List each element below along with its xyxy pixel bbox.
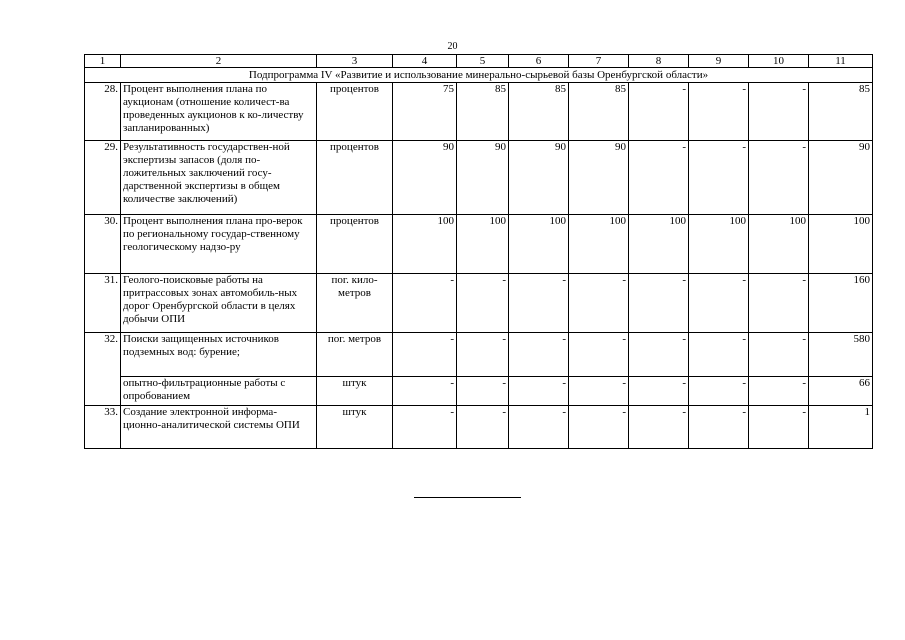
value-cell: - — [509, 377, 569, 406]
indicator-name: Создание электронной информа-ционно-аналитической системы ОПИ — [121, 406, 317, 449]
value-cell: - — [569, 406, 629, 449]
value-cell: - — [457, 333, 509, 377]
value-cell: - — [629, 83, 689, 141]
value-cell: - — [689, 274, 749, 333]
row-number: 29. — [85, 141, 121, 215]
value-cell: - — [689, 406, 749, 449]
value-cell: 100 — [749, 215, 809, 274]
table-row — [85, 406, 873, 449]
unit: процентов — [317, 141, 393, 215]
value-cell: - — [749, 377, 809, 406]
value-cell: - — [393, 406, 457, 449]
value-cell: 1 — [809, 406, 873, 449]
column-header: 1 — [85, 55, 121, 68]
page-number: 20 — [447, 41, 458, 52]
subprogram-title: Подпрограмма IV «Развитие и использование минерально-сырьевой базы Оренбургской области» — [85, 68, 873, 83]
value-cell: - — [749, 83, 809, 141]
value-cell: - — [509, 406, 569, 449]
row-number: 31. — [85, 274, 121, 333]
value-cell: - — [689, 333, 749, 377]
value-cell: - — [749, 406, 809, 449]
value-cell: - — [393, 274, 457, 333]
value-cell: 100 — [629, 215, 689, 274]
value-cell: - — [629, 406, 689, 449]
column-number-row — [85, 55, 873, 68]
value-cell: 100 — [393, 215, 457, 274]
value-cell: 90 — [809, 141, 873, 215]
row-number: 32. — [85, 333, 121, 406]
column-header: 4 — [393, 55, 457, 68]
value-cell: - — [629, 377, 689, 406]
unit: штук — [317, 406, 393, 449]
value-cell: 90 — [569, 141, 629, 215]
value-cell: - — [457, 377, 509, 406]
value-cell: - — [393, 333, 457, 377]
value-cell: 90 — [509, 141, 569, 215]
unit: пог. метров — [317, 333, 393, 377]
value-cell: 580 — [809, 333, 873, 377]
value-cell: 85 — [457, 83, 509, 141]
table-row — [85, 274, 873, 333]
value-cell: 100 — [457, 215, 509, 274]
indicator-name: Поиски защищенных источников подземных вод: бурение; — [121, 333, 317, 377]
unit: штук — [317, 377, 393, 406]
value-cell: - — [457, 406, 509, 449]
column-header: 6 — [509, 55, 569, 68]
table-row — [85, 377, 873, 406]
value-cell: 85 — [809, 83, 873, 141]
column-header: 5 — [457, 55, 509, 68]
column-header: 8 — [629, 55, 689, 68]
value-cell: - — [749, 141, 809, 215]
value-cell: 100 — [809, 215, 873, 274]
value-cell: 100 — [569, 215, 629, 274]
row-number: 30. — [85, 215, 121, 274]
value-cell: - — [689, 141, 749, 215]
table-row — [85, 83, 873, 141]
value-cell: 90 — [393, 141, 457, 215]
row-number: 33. — [85, 406, 121, 449]
table-row — [85, 141, 873, 215]
indicator-name: Результативность государствен-ной экспертизы запасов (доля по-ложительных заключений госу-дарственной экспертизы в общем количестве заключений) — [121, 141, 317, 215]
indicator-name: Процент выполнения плана про-верок по региональному государ-ственному геологическому надзо-ру — [121, 215, 317, 274]
value-cell: 100 — [509, 215, 569, 274]
value-cell: - — [457, 274, 509, 333]
column-header: 11 — [809, 55, 873, 68]
subprogram-row — [85, 68, 873, 83]
value-cell: 66 — [809, 377, 873, 406]
unit: пог. кило-метров — [317, 274, 393, 333]
value-cell: 85 — [509, 83, 569, 141]
value-cell: - — [629, 141, 689, 215]
value-cell: - — [689, 377, 749, 406]
value-cell: - — [629, 274, 689, 333]
footer-separator-line — [414, 497, 521, 498]
indicator-name: Геолого-поисковые работы на притрассовых зонах автомобиль-ных дорог Оренбургской области в целях добычи ОПИ — [121, 274, 317, 333]
value-cell: 90 — [457, 141, 509, 215]
row-number: 28. — [85, 83, 121, 141]
column-header: 9 — [689, 55, 749, 68]
value-cell: - — [569, 377, 629, 406]
table-row — [85, 333, 873, 377]
value-cell: - — [509, 333, 569, 377]
unit: процентов — [317, 83, 393, 141]
value-cell: 75 — [393, 83, 457, 141]
value-cell: - — [749, 333, 809, 377]
value-cell: - — [629, 333, 689, 377]
value-cell: 160 — [809, 274, 873, 333]
column-header: 10 — [749, 55, 809, 68]
unit: процентов — [317, 215, 393, 274]
value-cell: - — [509, 274, 569, 333]
value-cell: - — [569, 333, 629, 377]
column-header: 3 — [317, 55, 393, 68]
value-cell: - — [393, 377, 457, 406]
value-cell: 100 — [689, 215, 749, 274]
value-cell: - — [749, 274, 809, 333]
value-cell: - — [689, 83, 749, 141]
indicator-name: опытно-фильтрационные работы с опробованием — [121, 377, 317, 406]
value-cell: 85 — [569, 83, 629, 141]
value-cell: - — [569, 274, 629, 333]
indicators-table — [84, 54, 873, 449]
indicator-name: Процент выполнения плана по аукционам (отношение количест-ва проведенных аукционов к ко-личеству запланированных) — [121, 83, 317, 141]
column-header: 7 — [569, 55, 629, 68]
table-row — [85, 215, 873, 274]
column-header: 2 — [121, 55, 317, 68]
